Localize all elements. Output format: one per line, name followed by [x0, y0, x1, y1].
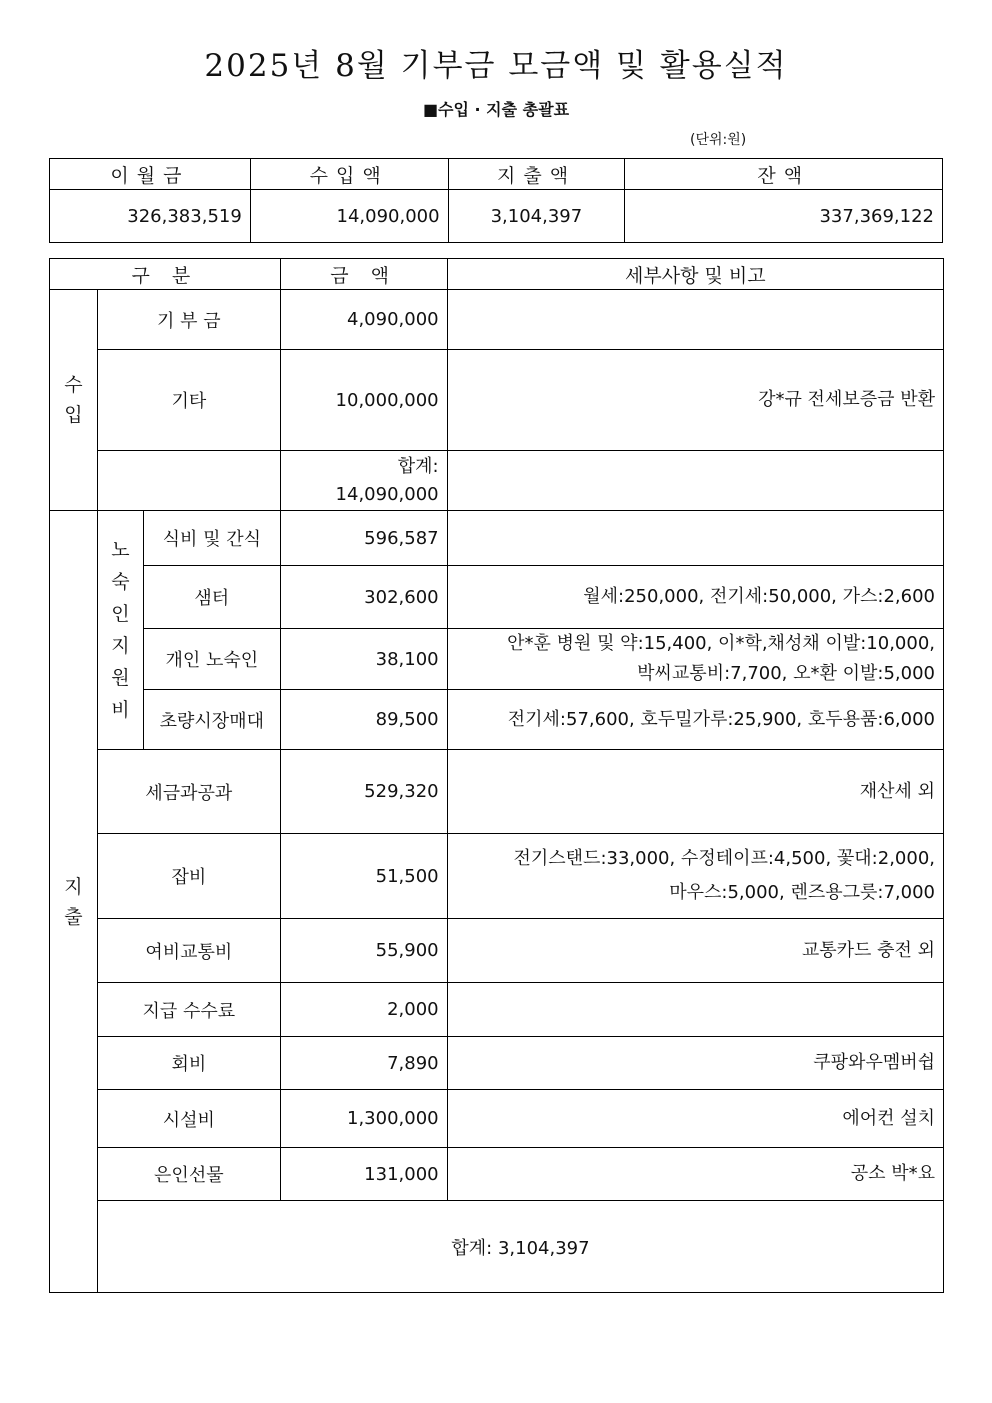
expense-fee-name: 지급 수수료	[97, 983, 280, 1037]
income-label: 수 입	[50, 290, 98, 511]
homeless-individual-name: 개인 노숙인	[143, 629, 280, 690]
header-amount: 금 액	[280, 259, 447, 290]
homeless-individual-amount: 38,100	[280, 629, 447, 690]
expense-fee-note	[447, 983, 943, 1037]
homeless-individual-note	[447, 629, 943, 690]
homeless-food-name: 식비 및 간식	[143, 511, 280, 566]
expense-gift-amount: 131,000	[280, 1148, 447, 1201]
expense-travel-amount: 55,900	[280, 919, 447, 983]
subtitle: ■수입 · 지출 총괄표	[422, 100, 570, 119]
expense-label: 지 출	[50, 511, 98, 1293]
expense-travel-note: 교통카드 충전 외	[447, 919, 943, 983]
homeless-shelter-amount: 302,600	[280, 566, 447, 629]
summary-header-expense: 지출액	[448, 159, 625, 190]
note-line: 전기스탠드:33,000, 수정테이프:4,500, 꽃대:2,000,	[513, 848, 935, 869]
expense-facility-amount: 1,300,000	[280, 1090, 447, 1148]
expense-gift-note: 공소 박*요	[447, 1148, 943, 1201]
income-donation-name: 기 부 금	[97, 290, 280, 350]
unit-label: (단위:원)	[690, 132, 747, 148]
summary-table	[49, 158, 943, 243]
homeless-market-amount: 89,500	[280, 690, 447, 750]
homeless-food-note	[447, 511, 943, 566]
summary-value-balance: 337,369,122	[625, 190, 943, 243]
note-line: 안*훈 병원 및 약:15,400, 이*학,채성채 이발:10,000,	[507, 633, 935, 654]
expense-facility-name: 시설비	[97, 1090, 280, 1148]
summary-header-carryover: 이월금	[50, 159, 251, 190]
summary-header-income: 수입액	[250, 159, 448, 190]
header-note: 세부사항 및 비고	[447, 259, 943, 290]
expense-tax-note: 재산세 외	[447, 750, 943, 834]
income-other-name: 기타	[97, 350, 280, 451]
homeless-support-label: 노 숙 인 지 원 비	[97, 511, 143, 750]
summary-value-carryover: 326,383,519	[50, 190, 251, 243]
summary-header-balance: 잔액	[625, 159, 943, 190]
expense-gift-name: 은인선물	[97, 1148, 280, 1201]
expense-misc-name: 잡비	[97, 834, 280, 919]
homeless-market-name: 초량시장매대	[143, 690, 280, 750]
expense-facility-note: 에어컨 설치	[447, 1090, 943, 1148]
homeless-food-amount: 596,587	[280, 511, 447, 566]
summary-value-expense: 3,104,397	[448, 190, 625, 243]
expense-misc-amount: 51,500	[280, 834, 447, 919]
income-total-value: 14,090,000	[335, 483, 439, 505]
expense-membership-amount: 7,890	[280, 1037, 447, 1090]
expense-tax-name: 세금과공과	[97, 750, 280, 834]
note-line: 마우스:5,000, 렌즈용그릇:7,000	[669, 882, 935, 903]
expense-misc-note	[447, 834, 943, 919]
detail-table	[49, 258, 944, 1293]
income-total-note	[447, 451, 943, 511]
homeless-shelter-note: 월세:250,000, 전기세:50,000, 가스:2,600	[447, 566, 943, 629]
income-donation-amount: 4,090,000	[280, 290, 447, 350]
expense-travel-name: 여비교통비	[97, 919, 280, 983]
header-category: 구 분	[50, 259, 281, 290]
income-total-label: 합계:	[397, 455, 439, 477]
page-title: 2025년 8월 기부금 모금액 및 활용실적	[204, 48, 788, 84]
income-other-note: 강*규 전세보증금 반환	[447, 350, 943, 451]
income-donation-note	[447, 290, 943, 350]
note-line: 박씨교통비:7,700, 오*환 이발:5,000	[637, 663, 935, 684]
income-total	[280, 451, 447, 511]
homeless-market-note: 전기세:57,600, 호두밀가루:25,900, 호두용품:6,000	[447, 690, 943, 750]
expense-membership-name: 회비	[97, 1037, 280, 1090]
income-other-amount: 10,000,000	[280, 350, 447, 451]
summary-value-income: 14,090,000	[250, 190, 448, 243]
income-total-name	[97, 451, 280, 511]
homeless-shelter-name: 샘터	[143, 566, 280, 629]
expense-total: 합계: 3,104,397	[97, 1201, 943, 1293]
expense-fee-amount: 2,000	[280, 983, 447, 1037]
expense-membership-note: 쿠팡와우멤버쉽	[447, 1037, 943, 1090]
expense-tax-amount: 529,320	[280, 750, 447, 834]
